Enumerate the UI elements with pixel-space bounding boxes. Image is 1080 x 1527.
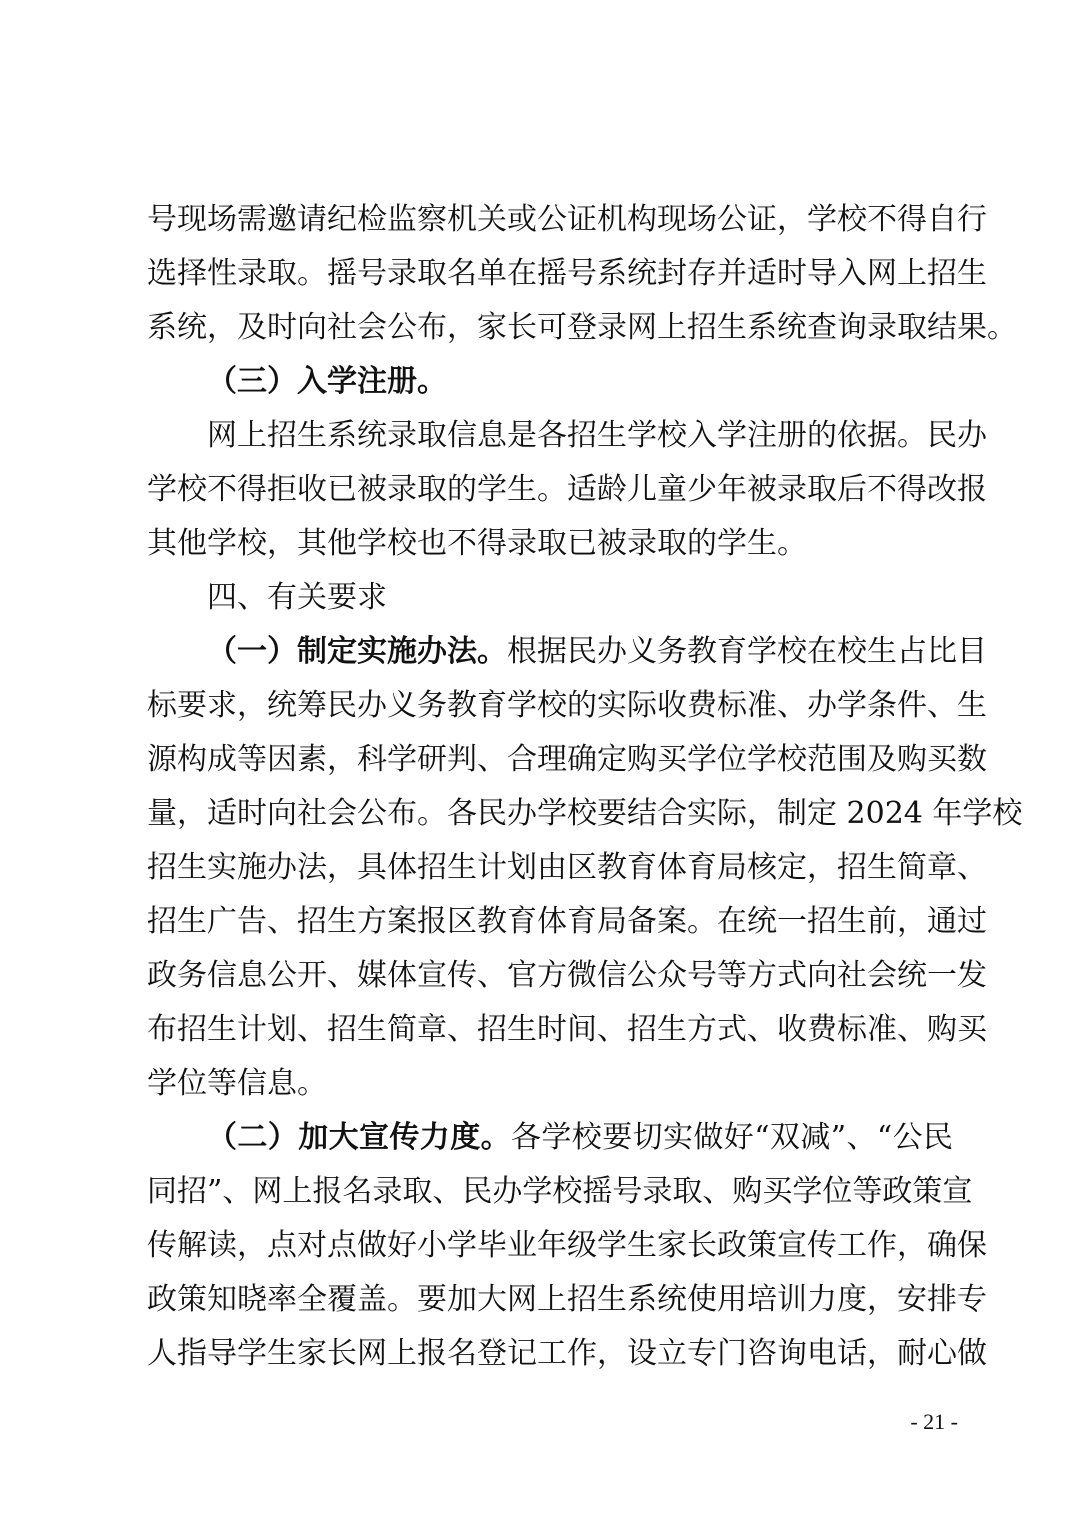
page-number: - 21 - xyxy=(910,1409,958,1434)
body-text-line: 学位等信息。 xyxy=(147,1066,327,1101)
body-text-line: 号现场需邀请纪检监察机关或公证机构现场公证，学校不得自行 xyxy=(147,202,987,237)
body-text-line: 政务信息公开、媒体宣传、官方微信公众号等方式向社会统一发 xyxy=(147,958,987,993)
body-text-line xyxy=(207,634,987,670)
body-text-line: 人指导学生家长网上报名登记工作，设立专门咨询电话，耐心做 xyxy=(147,1336,987,1371)
body-text-line: 招生实施办法，具体招生计划由区教育体育局核定，招生简章、 xyxy=(147,850,987,885)
body-text-line: 量，适时向社会公布。各民办学校要结合实际，制定 2024 年学校 xyxy=(147,796,1023,831)
body-text-line: 标要求，统筹民办义务教育学校的实际收费标准、办学条件、生 xyxy=(147,688,987,723)
subsection-heading-implementation: （一）制定实施办法。 xyxy=(207,634,507,669)
body-text-line: 政策知晓率全覆盖。要加大网上招生系统使用培训力度，安排专 xyxy=(147,1282,987,1317)
body-text-line: 选择性录取。摇号录取名单在摇号系统封存并适时导入网上招生 xyxy=(147,256,987,291)
body-text-line: 其他学校，其他学校也不得录取已被录取的学生。 xyxy=(147,526,807,561)
body-text-line: 源构成等因素，科学研判、合理确定购买学位学校范围及购买数 xyxy=(147,742,987,777)
body-text-run: 根据民办义务教育学校在校生占比目 xyxy=(507,634,987,669)
body-text-line: 同招”、网上报名录取、民办学校摇号录取、购买学位等政策宣 xyxy=(147,1174,973,1209)
body-text-line: 系统，及时向社会公布，家长可登录网上招生系统查询录取结果。 xyxy=(147,310,1017,345)
body-text-line: 学校不得拒收已被录取的学生。适龄儿童少年被录取后不得改报 xyxy=(147,472,987,507)
body-text-line: 招生广告、招生方案报区教育体育局备案。在统一招生前，通过 xyxy=(147,904,987,939)
section-heading-enrollment-registration: （三）入学注册。 xyxy=(207,364,447,399)
body-text-run: 各学校要切实做好“双减”、“公民 xyxy=(511,1120,954,1155)
body-text-line xyxy=(207,1120,953,1156)
body-text-line: 网上招生系统录取信息是各招生学校入学注册的依据。民办 xyxy=(207,418,987,453)
section-heading-requirements: 四、有关要求 xyxy=(207,580,387,615)
subsection-heading-publicity: （二）加大宣传力度。 xyxy=(207,1120,511,1155)
body-text-line: 传解读，点对点做好小学毕业年级学生家长政策宣传工作，确保 xyxy=(147,1228,987,1263)
body-text-line: 布招生计划、招生简章、招生时间、招生方式、收费标准、购买 xyxy=(147,1012,987,1047)
